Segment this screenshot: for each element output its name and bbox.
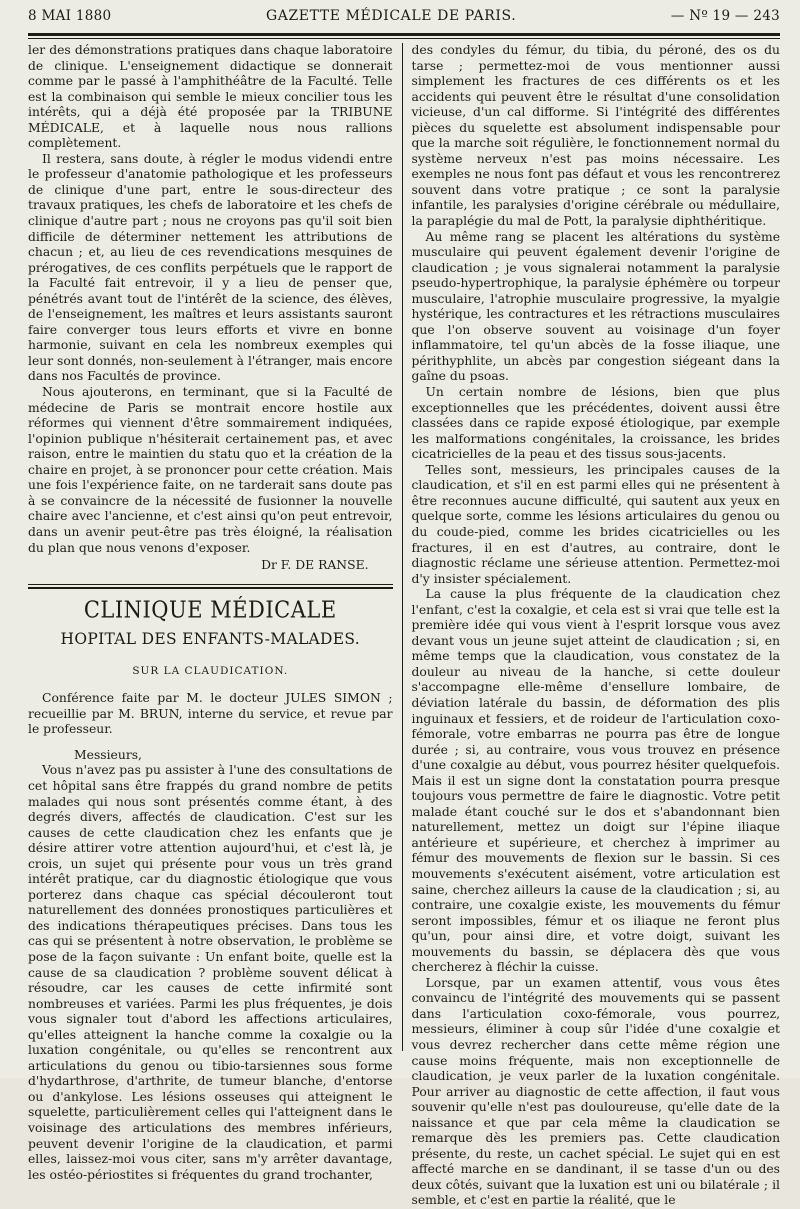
section-subtitle: HOPITAL DES ENFANTS-MALADES.: [60, 630, 360, 649]
header-rule-thin: [28, 38, 780, 39]
left-paragraph-2: Il restera, sans doute, à régler le modus videndi entre le professeur d'anatomie pathologique et les professeurs de clinique d'une part, entre le sous-directeur des travaux pratiques, les chefs de laboratoire et les chefs de clinique d'autre part ; nous ne croyons pas qu'il soit bien difficile de déterminer nettement les attributions de chacun ; et, au lieu de ces revendications mesquines de prérogatives, de ces conflits perpétuels que le rapport de la Faculté fait entrevoir, il y a lieu de penser que, pénétrés avant tout de l'intérêt de la science, des élèves, de l'enseignement, les maîtres et leurs assistants sauront faire converger tous leurs efforts et vivre en bonne harmonie, suivant en cela les nombreux exemples qui leur sont donnés, non-seulement à l'étranger, mais encore dans nos Facultés de province.: [28, 151, 393, 384]
section-title: CLINIQUE MÉDICALE: [83, 596, 337, 623]
page-header: [28, 8, 780, 30]
right-paragraph-6: Lorsque, par un examen attentif, vous vous êtes convaincu de l'intégrité des mouvements qui se passent dans l'articulation coxo-fémorale, vous pourrez, messieurs, éliminer à coup sûr l'idée d'une coxalgie et vous devrez rechercher dans cette même région une cause moins fréquente, mais non exceptionnelle de claudication, je veux parler de la luxation congénitale. Pour arriver au diagnostic de cette affection, il faut vous souvenir qu'elle n'est pas douloureuse, qu'elle date de la naissance et que par cela même la claudication se remarque dès les premiers pas. Cette claudication présente, du reste, un cachet spécial. Le sujet qui en est affecté marche en se dandinant, il se tasse d'un ou des deux côtés, suivant que la luxation est uni ou bilatérale ; il semble, et c'est en partie la réalité, que le: [411, 975, 781, 1208]
column-divider: [402, 43, 403, 1051]
section-topic: SUR LA CLAUDICATION.: [132, 664, 289, 677]
section-rule-double: [28, 587, 393, 589]
left-column: [28, 43, 393, 1182]
left-paragraph-4: Vous n'avez pas pu assister à l'une des consultations de cet hôpital sans être frappés du grand nombre de petits malades qui nous sont présentés comme étant, à des degrés divers, affectés de claudication. C'est sur les causes de cette claudication chez les enfants que je désire attirer votre attention aujourd'hui, et c'est là, je crois, un sujet qui présente pour vous un très grand intérêt pratique, car du diagnostic étiologique que vous porterez dans chaque cas spécial découleront tout naturellement des données pronostiques particulières et des indications thérapeutiques précises. Dans tous les cas qui se présentent à notre observation, le problème se pose de la façon suivante : Un enfant boite, quelle est la cause de sa claudication ? problème souvent délicat à résoudre, car les causes de cette infirmité sont nombreuses et variées. Parmi les plus fréquentes, je dois vous signaler tout d'abord les affections articulaires, qu'elles atteignent la hanche comme la coxalgie ou la luxation congénitale, ou qu'elles se rencontrent aux articulations du genou ou tibio-tarsiennes sous forme d'hydarthrose, d'arthrite, de tumeur blanche, d'entorse ou d'ankylose. Les lésions osseuses qui atteignent le squelette, particulièrement celles qui l'atteignent dans le voisinage des articulations des membres inférieurs, peuvent devenir l'origine de la claudication, et parmi elles, laissez-moi vous citer, sans m'y arrêter davantage, les ostéo-périostites si fréquentes du grand trochanter,: [28, 763, 393, 1182]
header-rule: [28, 33, 780, 36]
right-column: [411, 43, 781, 1208]
right-paragraph-2: Au même rang se placent les altérations du système musculaire qui peuvent également devenir l'origine de claudication ; je vous signalerai notamment la paralysie pseudo-hypertrophique, la paralysie éphémère ou torpeur musculaire, l'atrophie musculaire progressive, la myalgie hystérique, les contractures et les rétractions musculaires que l'on observe souvent au voisinage d'un foyer inflammatoire, tel qu'un abcès de la fosse iliaque, une périthyphlite, un abcès par congestion siégeant dans la gaîne du psoas.: [411, 229, 781, 384]
left-paragraph-1: ler des démonstrations pratiques dans chaque laboratoire de clinique. L'enseignement didactique se donnerait comme par le passé à l'amphithéâtre de la Faculté. Telle est la combinaison qui semble le mieux concilier tous les intérêts, qui a déjà été proposée par la TRIBUNE MÉDICALE, et à laquelle nous nous rallions complètement.: [28, 43, 393, 151]
article-columns: [28, 43, 781, 1208]
right-paragraph-1: des condyles du fémur, du tibia, du péroné, des os du tarse ; permettez-moi de vous mentionner aussi simplement les fractures de ces différents os et les accidents qui peuvent être le résultat d'une consolidation vicieuse, d'un cal difforme. Si l'intégrité des différentes pièces du squelette est absolument indispensable pour que la marche soit régulière, le fonctionnement normal du système nerveux n'est pas moins nécessaire. Les exemples ne nous font pas défaut et vous les rencontrerez souvent dans votre pratique ; ce sont la paralysie infantile, les paralysies d'origine cérébrale ou médullaire, la paraplégie du mal de Pott, la paralysie diphthéritique.: [411, 43, 781, 229]
right-paragraph-4: Telles sont, messieurs, les principales causes de la claudication, et s'il en est parmi elles qui ne présentent à être reconnues aucune difficulté, qui sautent aux yeux en quelque sorte, comme les lésions articulaires du genou ou du coude-pied, comme les brides cicatricielles ou les fractures, il en est d'autres, au contraire, dont le diagnostic réclame une sérieuse attention. Permettez-moi d'y insister spécialement.: [411, 462, 781, 586]
issue-page-number: — Nº 19 — 243: [670, 8, 780, 24]
right-paragraph-5: La cause la plus fréquente de la claudication chez l'enfant, c'est la coxalgie, et cela est si vrai que telle est la première idée qui vous vient à l'esprit lorsque vous avez devant vous un jeune sujet atteint de claudication ; si, en même temps que la claudication, vous constatez de la douleur au niveau de la hanche, si cette douleur s'accompagne elle-même d'ensellure lombaire, de déviation latérale du bassin, de déformation des plis inguinaux et fessiers, et de roideur de l'articulation coxo-fémorale, votre embarras ne pourra pas être de longue durée ; si, au contraire, vous vous trouvez en présence d'une coxalgie au début, vous pourrez hésiter quelquefois. Mais il est un signe dont la constatation pourra presque toujours vous permettre de faire le diagnostic. Votre petit malade étant couché sur le dos et s'abandonnant bien naturellement, mettez un doigt sur l'épine iliaque antérieure et supérieure, et cherchez à imprimer au fémur des mouvements de flexion sur le bassin. Si ces mouvements s'exécutent aisément, votre articulation est saine, cherchez ailleurs la cause de la claudication ; si, au contraire, une coxalgie existe, les mouvements du fémur seront impossibles, fémur et os iliaque ne feront plus qu'un, pour ainsi dire, et votre doigt, suivant les mouvements du bassin, se déplacera dès que vous chercherez à fléchir la cuisse.: [411, 587, 781, 975]
journal-title: GAZETTE MÉDICALE DE PARIS.: [265, 8, 517, 24]
salutation: Messieurs,: [74, 747, 142, 762]
left-paragraph-3: Nous ajouterons, en terminant, que si la Faculté de médecine de Paris se montrait encore hostile aux réformes qui viennent d'être sommairement indiquées, l'opinion publique n'hésiterait certainement pas, et avec raison, entre le maintien du statu quo et la création de la chaire en projet, à se prononcer pour cette création. Mais une fois l'expérience faite, on ne tarderait sans doute pas à se convaincre de la nécessité de fusionner la nouvelle chaire avec l'ancienne, et c'est ainsi qu'on peut entrevoir, dans un avenir peut-être pas très éloigné, la réalisation du plan que nous venons d'exposer.: [28, 385, 393, 555]
conference-credit: Conférence faite par M. le docteur JULES SIMON ; recueillie par M. BRUN, interne du service, et revue par le professeur.: [28, 691, 393, 737]
right-paragraph-3: Un certain nombre de lésions, bien que plus exceptionnelles que les précédentes, doivent aussi être classées dans ce rapide exposé étiologique, par exemple les malformations congénitales, la croissance, les brides cicatricielles de la peau et des tissus sous-jacents.: [411, 385, 781, 462]
section-rule: [28, 584, 393, 585]
issue-date: 8 MAI 1880: [28, 8, 112, 24]
author-signature: Dr F. DE RANSE.: [261, 558, 369, 573]
